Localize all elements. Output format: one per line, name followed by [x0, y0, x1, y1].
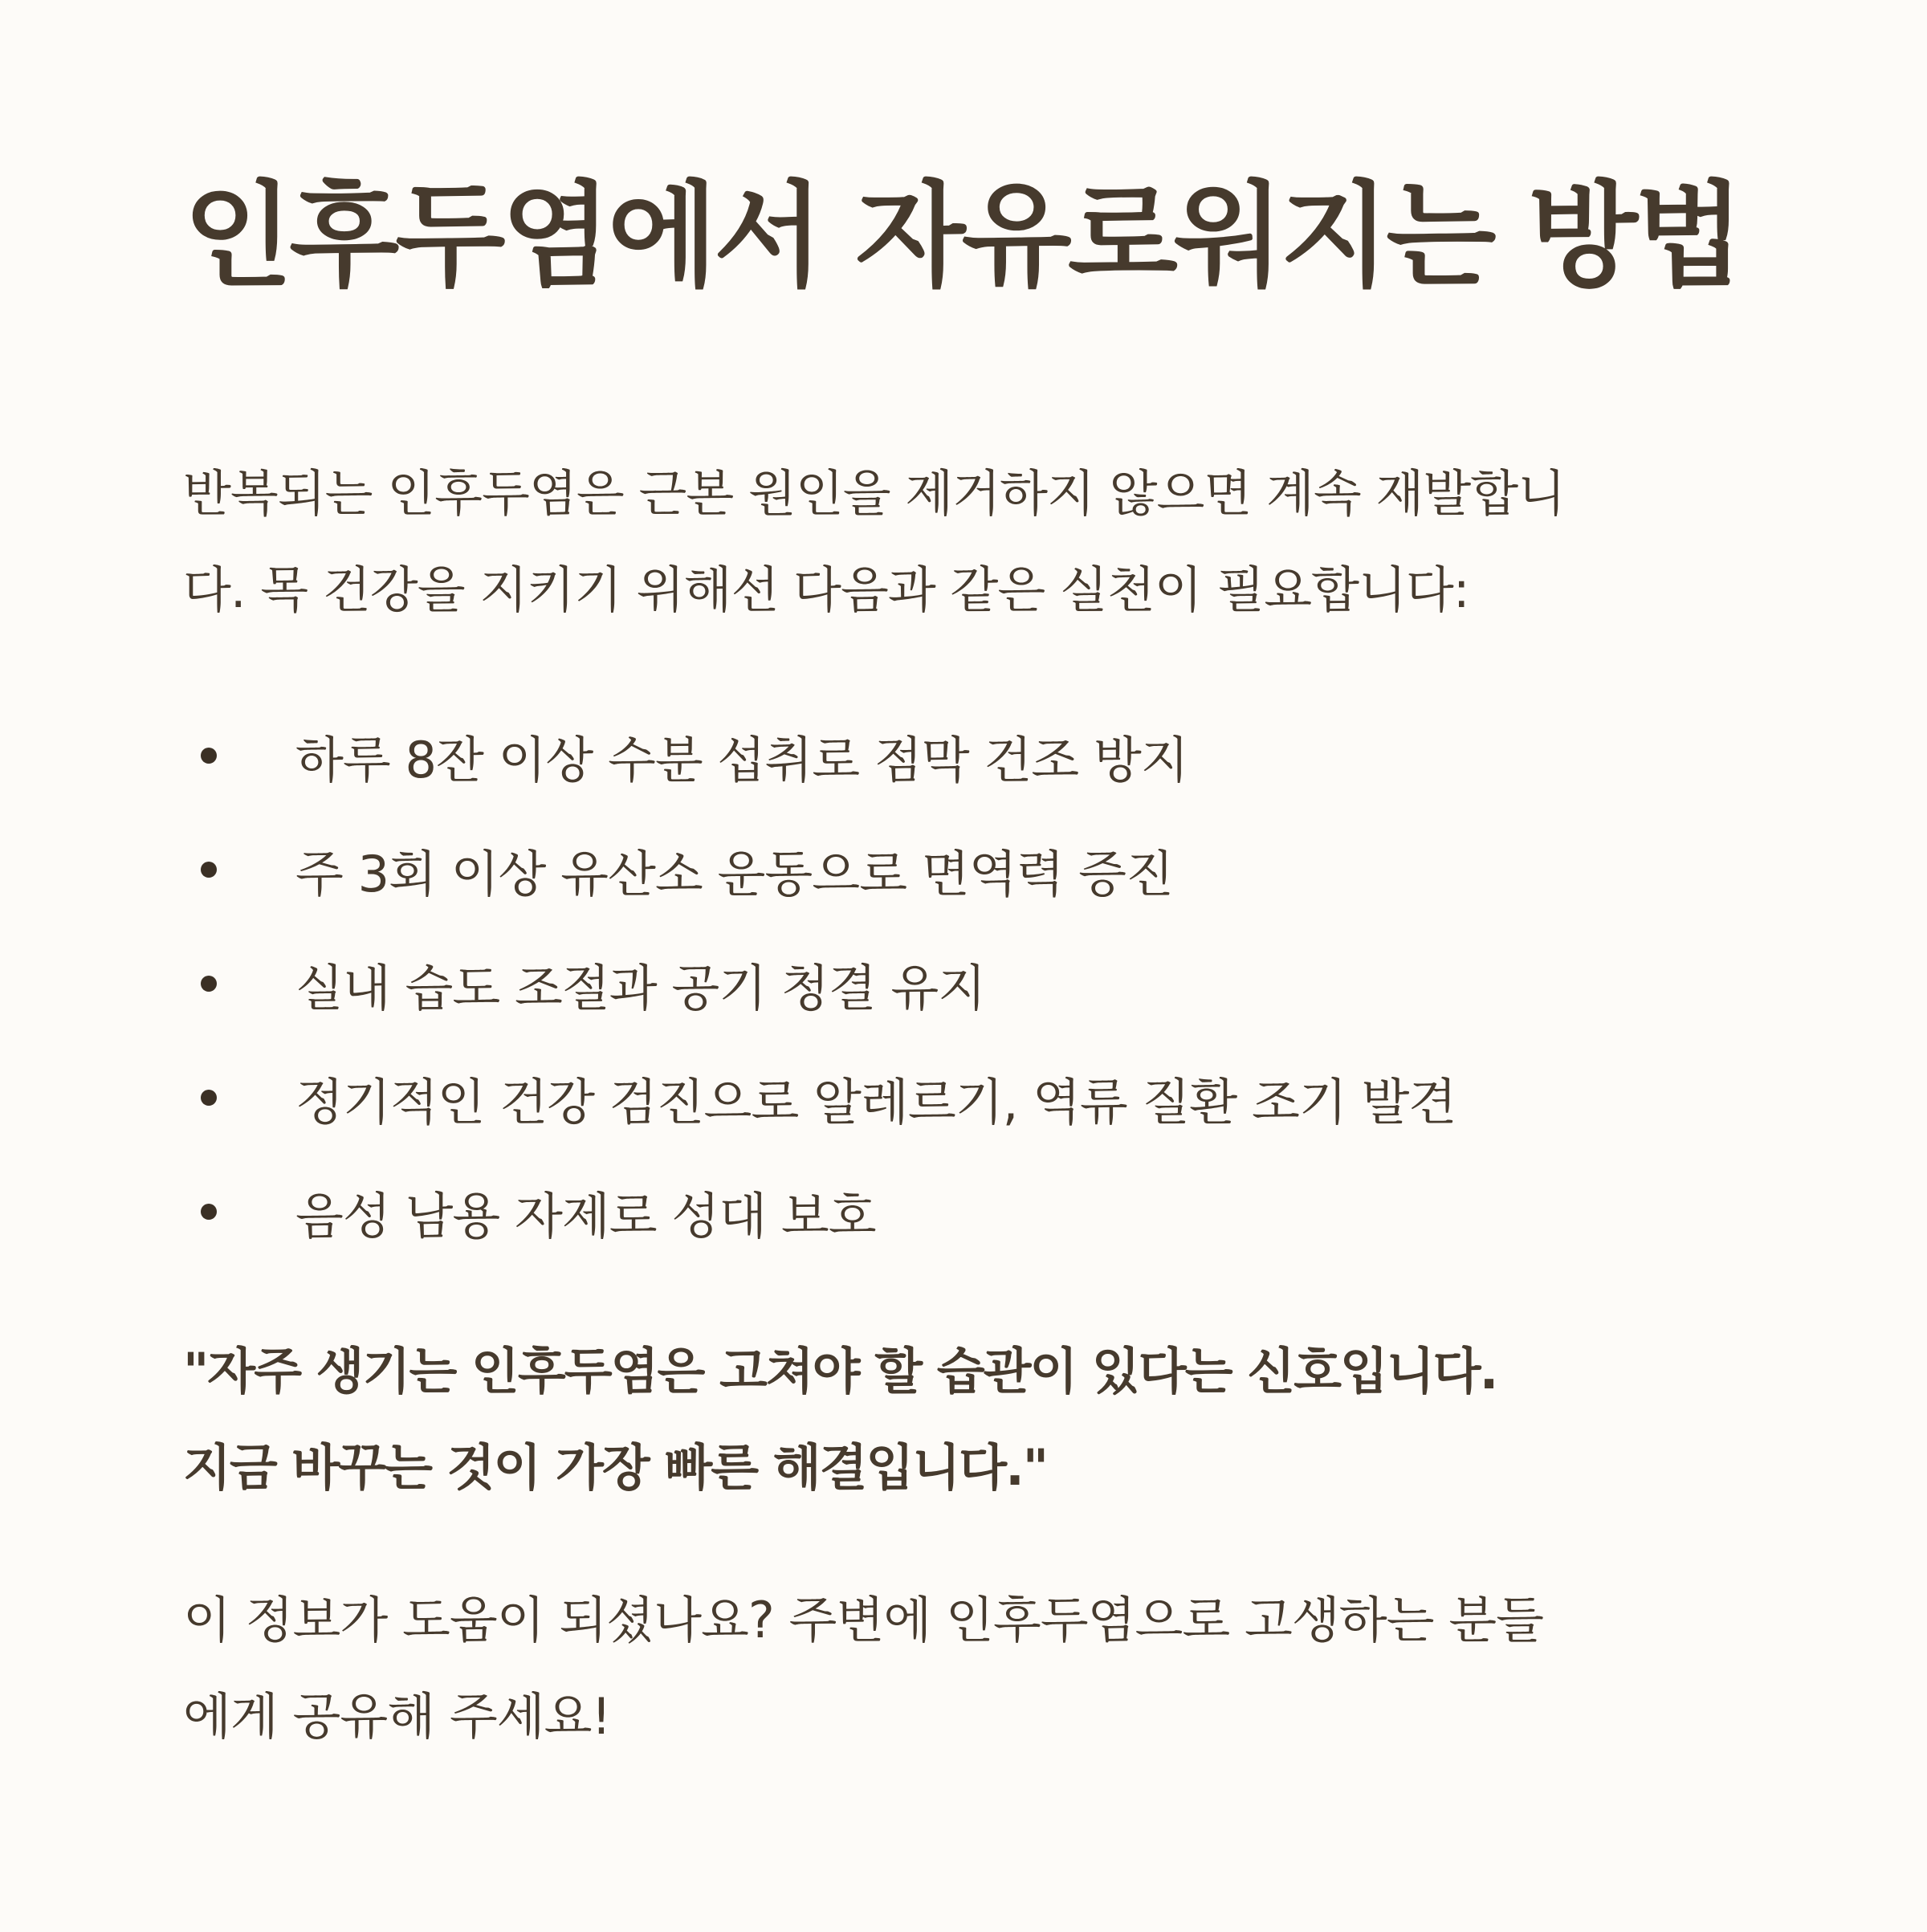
list-item — [183, 699, 1456, 813]
bullet-icon — [201, 862, 217, 878]
bullet-icon — [201, 1090, 217, 1106]
page-title: 인후두염에서 자유로워지는 방법 — [183, 170, 1741, 303]
share-prompt — [183, 1572, 1543, 1765]
quote-line-2: 지금 바꾸는 것이 가장 빠른 해결입니다." — [183, 1438, 1048, 1497]
list-item — [183, 1041, 1456, 1155]
share-line-2: 에게 공유해 주세요! — [183, 1687, 611, 1746]
list-item — [183, 1155, 1456, 1269]
share-line-1: 이 정보가 도움이 되셨나요? 주변에 인후두염으로 고생하는 분들 — [183, 1591, 1544, 1649]
tips-list — [183, 699, 1456, 1269]
intro-paragraph — [183, 446, 1757, 638]
quote-block — [183, 1323, 1497, 1516]
bullet-icon — [201, 976, 217, 992]
bullet-icon — [201, 1204, 217, 1220]
bullet-icon — [201, 748, 217, 764]
tip-text: 음성 남용 자제로 성대 보호 — [295, 1186, 876, 1245]
tip-text: 실내 습도 조절과 공기 청결 유지 — [295, 958, 986, 1017]
intro-line-2: 다. 목 건강을 지키기 위해선 다음과 같은 실천이 필요합니다: — [183, 560, 1469, 619]
intro-line-1: 반복되는 인후두염은 근본 원인을 제거하지 않으면 계속 재발합니 — [183, 464, 1566, 523]
tip-text: 정기적인 건강 검진으로 알레르기, 역류 질환 조기 발견 — [295, 1072, 1456, 1131]
list-item — [183, 927, 1456, 1041]
list-item — [183, 813, 1456, 927]
quote-line-1: "자주 생기는 인후두염은 고쳐야 할 습관이 있다는 신호입니다. — [183, 1342, 1497, 1400]
tip-text: 하루 8잔 이상 수분 섭취로 점막 건조 방지 — [295, 730, 1188, 789]
tip-text: 주 3회 이상 유산소 운동으로 면역력 증진 — [295, 844, 1173, 903]
